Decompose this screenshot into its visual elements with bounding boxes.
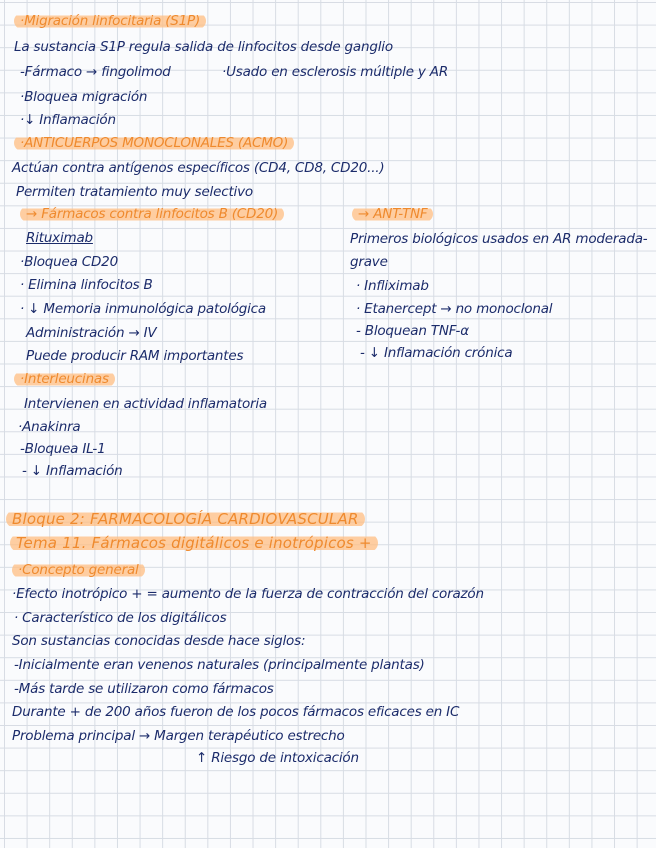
subheading-cd20 (20, 205, 284, 223)
antitnf-line-5: - Bloquean TNF-α (356, 323, 469, 339)
concept-line-5: -Más tarde se utilizaron como fármacos (14, 681, 274, 697)
mab-line-1: Actúan contra antígenos específicos (CD4, CD8, CD20...) (12, 160, 385, 176)
antitnf-line-3: · Infliximab (356, 278, 429, 294)
topic-title (10, 534, 378, 552)
antitnf-line-2: grave (350, 254, 388, 270)
topic-title-text: Tema 11. Fármacos digitálicos e inotrópicos + (10, 534, 378, 552)
mab-heading-text: ·ANTICUERPOS MONOCLONALES (ACMO) (14, 135, 294, 151)
section-heading-antitnf (352, 205, 433, 223)
il-line-3: -Bloquea IL-1 (20, 441, 106, 457)
mab-line-6: Administración → IV (26, 325, 157, 341)
concept-line-2: · Característico de los digitálicos (14, 610, 227, 626)
il-line-2: ·Anakinra (18, 419, 81, 435)
antitnf-line-4: · Etanercept → no monoclonal (356, 301, 553, 317)
interleucinas-heading-text: ·Interleucinas (14, 371, 115, 387)
cd20-subheading-text: → Fármacos contra linfocitos B (CD20) (20, 206, 284, 222)
concept-line-3: Son sustancias conocidas desde hace siglos: (12, 633, 306, 649)
concepto-heading-text: ·Concepto general (12, 562, 145, 578)
block-title (6, 510, 365, 528)
concept-line-6: Durante + de 200 años fueron de los pocos fármacos eficaces en IC (12, 704, 460, 720)
mab-line-5: · ↓ Memoria inmunológica patológica (20, 301, 266, 317)
s1p-line-4: ·↓ Inflamación (20, 112, 116, 128)
section-heading-interleucinas (14, 370, 115, 388)
s1p-line-3: ·Bloquea migración (20, 89, 148, 105)
antitnf-line-1: Primeros biológicos usados en AR moderada- (350, 231, 648, 247)
antitnf-heading-text: → ANT-TNF (352, 206, 433, 222)
s1p-heading-text: ·Migración linfocitaria (S1P) (14, 13, 206, 29)
mab-line-7: Puede producir RAM importantes (26, 348, 244, 364)
mab-line-4: · Elimina linfocitos B (20, 277, 153, 293)
s1p-line-2b: ·Usado en esclerosis múltiple y AR (222, 64, 449, 80)
drug-rituximab: Rituximab (26, 230, 93, 246)
il-line-4: - ↓ Inflamación (22, 463, 123, 479)
section-heading-mab (14, 134, 294, 152)
section-heading-concepto (12, 561, 145, 579)
antitnf-line-6: - ↓ Inflamación crónica (360, 345, 513, 361)
concept-line-4: -Inicialmente eran venenos naturales (principalmente plantas) (14, 657, 425, 673)
mab-line-2: Permiten tratamiento muy selectivo (16, 184, 253, 200)
section-heading-s1p (14, 12, 206, 30)
il-line-1: Intervienen en actividad inflamatoria (24, 396, 268, 412)
mab-line-3: ·Bloquea CD20 (20, 254, 118, 270)
concept-line-7: Problema principal → Margen terapéutico estrecho (12, 728, 345, 744)
concept-line-1: ·Efecto inotrópico + = aumento de la fuerza de contracción del corazón (12, 586, 484, 602)
concept-line-8: ↑ Riesgo de intoxicación (196, 750, 359, 766)
s1p-line-2: -Fármaco → fingolimod (20, 64, 171, 80)
block-title-text: Bloque 2: FARMACOLOGÍA CARDIOVASCULAR (6, 510, 365, 528)
s1p-line-1: La sustancia S1P regula salida de linfocitos desde ganglio (14, 39, 393, 55)
